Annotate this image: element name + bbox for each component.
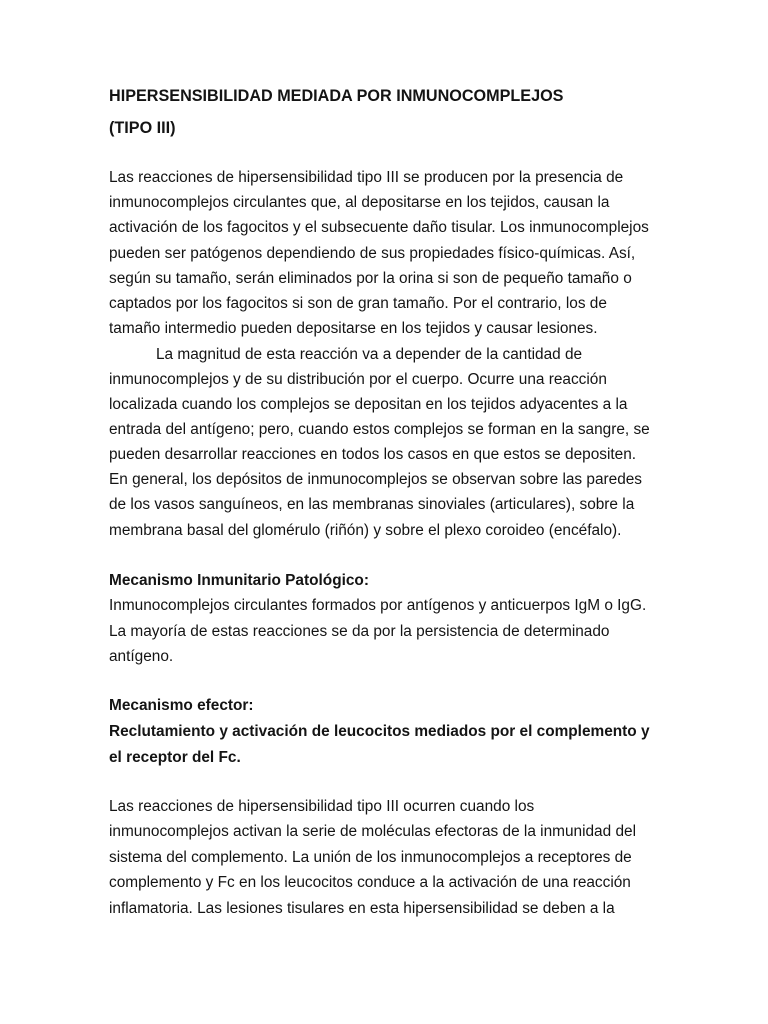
section-heading: Mecanismo efector: bbox=[109, 697, 254, 714]
paragraph-line: Las reacciones de hipersensibilidad tipo III ocurren cuando los bbox=[109, 798, 535, 815]
paragraph-line: complemento y Fc en los leucocitos conduce a la activación de una reacción bbox=[109, 874, 631, 891]
paragraph-line: pueden ser patógenos dependiendo de sus propiedades físico-químicas. Así, bbox=[109, 245, 636, 262]
paragraph-line: tamaño intermedio pueden depositarse en los tejidos y causar lesiones. bbox=[109, 320, 598, 337]
section-subheading-line: Reclutamiento y activación de leucocitos mediados por el complemento y bbox=[109, 723, 650, 740]
paragraph-line: Inmunocomplejos circulantes formados por antígenos y anticuerpos IgM o IgG. bbox=[109, 597, 647, 614]
paragraph-line: de los vasos sanguíneos, en las membranas sinoviales (articulares), sobre la bbox=[109, 496, 635, 513]
paragraph-line: localizada cuando los complejos se depositan en los tejidos adyacentes a la bbox=[109, 396, 628, 413]
paragraph-line: inmunocomplejos circulantes que, al depositarse en los tejidos, causan la bbox=[109, 194, 610, 211]
document-title-line-1: HIPERSENSIBILIDAD MEDIADA POR INMUNOCOMPLEJOS bbox=[109, 87, 564, 105]
paragraph-line: según su tamaño, serán eliminados por la orina si son de pequeño tamaño o bbox=[109, 270, 632, 287]
paragraph-line: inflamatoria. Las lesiones tisulares en esta hipersensibilidad se deben a la bbox=[109, 900, 615, 917]
paragraph-line: entrada del antígeno; pero, cuando estos complejos se forman en la sangre, se bbox=[109, 421, 650, 438]
paragraph-line: Las reacciones de hipersensibilidad tipo III se producen por la presencia de bbox=[109, 169, 624, 186]
paragraph-line: membrana basal del glomérulo (riñón) y sobre el plexo coroideo (encéfalo). bbox=[109, 522, 622, 539]
paragraph-line: La mayoría de estas reacciones se da por la persistencia de determinado bbox=[109, 623, 610, 640]
paragraph-line: antígeno. bbox=[109, 648, 174, 665]
paragraph-line: pueden desarrollar reacciones en todos los casos en que estos se depositen. bbox=[109, 446, 637, 463]
paragraph-line: captados por los fagocitos si son de gran tamaño. Por el contrario, los de bbox=[109, 295, 607, 312]
paragraph-line: inmunocomplejos activan la serie de moléculas efectoras de la inmunidad del bbox=[109, 823, 636, 840]
paragraph-line: activación de los fagocitos y el subsecuente daño tisular. Los inmunocomplejos bbox=[109, 219, 649, 236]
paragraph-line: inmunocomplejos y de su distribución por el cuerpo. Ocurre una reacción bbox=[109, 371, 607, 388]
section-heading: Mecanismo Inmunitario Patológico: bbox=[109, 572, 369, 589]
paragraph-line: sistema del complemento. La unión de los inmunocomplejos a receptores de bbox=[109, 849, 632, 866]
document-title-line-2: (TIPO III) bbox=[109, 119, 176, 137]
paragraph-line: La magnitud de esta reacción va a depender de la cantidad de bbox=[156, 346, 583, 363]
paragraph-line: En general, los depósitos de inmunocomplejos se observan sobre las paredes bbox=[109, 471, 643, 488]
section-subheading-line: el receptor del Fc. bbox=[109, 749, 241, 766]
